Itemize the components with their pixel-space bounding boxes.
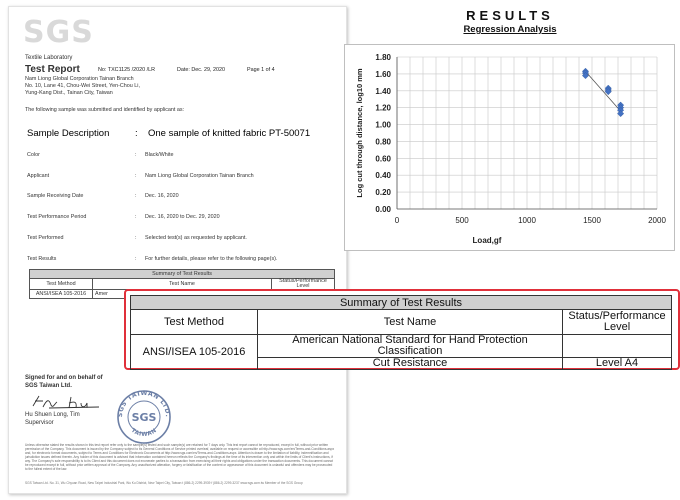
row-label-color: Color — [27, 152, 40, 158]
table-caption: Summary of Test Results — [30, 270, 335, 279]
sample-description-value: One sample of knitted fabric PT-50071 — [148, 128, 311, 139]
row-label-test-performed: Test Performed — [27, 235, 64, 241]
y-tick-label: 0.40 — [375, 171, 391, 181]
address-line: No. 10, Lane 41, Chou-Wei Street, Yen-Chou Li, — [25, 83, 140, 89]
signature-image — [29, 393, 109, 411]
cell-name-line1: American National Standard for Hand Protection Classification — [258, 335, 563, 358]
col-header-status: Status/Performance Level — [563, 310, 672, 335]
x-axis-title: Load,gf — [472, 236, 502, 245]
x-tick-label: 1500 — [583, 216, 601, 225]
cell-method: ANSI/ISEA 105-2016 — [30, 290, 93, 299]
summary-table — [130, 295, 672, 370]
y-tick-label: 0.60 — [375, 154, 391, 164]
col-header-method: Test Method — [30, 279, 93, 290]
stamp-top-text: SGS TAIWAN LTD. — [116, 389, 172, 418]
sgs-logo: SGS — [23, 15, 94, 50]
separator-colon: : — [135, 256, 137, 262]
sgs-taiwan-stamp — [112, 387, 176, 445]
x-tick-label: 500 — [455, 216, 469, 225]
row-value-color: Black/White — [145, 152, 174, 158]
cell-name: Amer — [93, 290, 272, 299]
document-footer: SGS Taiwan Ltd. No. 31, Wu Chyuan Road, New Taipei Industrial Park, Wu Ku District, New Taipei City, Taiwan t (886-2) 2299-3939 f (886-2) 2299-3237 www.sgs.com.tw Member of the SGS Group — [25, 481, 303, 485]
y-tick-label: 0.80 — [375, 137, 391, 147]
signer-block — [25, 411, 80, 427]
trendline — [586, 71, 622, 112]
y-tick-label: 0.00 — [375, 205, 391, 214]
page-indicator: Page 1 of 4 — [247, 67, 275, 73]
separator-colon: : — [135, 235, 137, 241]
stamp-center-text: SGS — [131, 411, 157, 424]
results-subtitle: Regression Analysis — [463, 24, 557, 35]
row-value-performance-period: Dec. 16, 2020 to Dec. 29, 2020 — [145, 214, 220, 220]
x-tick-label: 2000 — [648, 216, 666, 225]
row-label-performance-period: Test Performance Period — [27, 214, 87, 220]
cell-method: ANSI/ISEA 105-2016 — [131, 335, 258, 370]
row-label-applicant: Applicant — [27, 173, 50, 179]
col-header-status: Status/Performance Level — [272, 279, 335, 290]
y-tick-label: 1.20 — [375, 103, 391, 113]
row-value-test-performed: Selected test(s) as requested by applicant. — [145, 235, 247, 241]
row-label-test-results: Test Results — [27, 256, 57, 262]
y-tick-label: 1.40 — [375, 86, 391, 96]
y-axis-title: Log cut through distance, log10 mm — [355, 68, 364, 198]
signed-on-behalf — [25, 374, 103, 390]
y-tick-label: 0.20 — [375, 188, 391, 198]
signed-line: SGS Taiwan Ltd. — [25, 383, 72, 389]
report-date: Date: Dec. 29, 2020 — [177, 67, 225, 73]
sample-description-label: Sample Description — [27, 128, 110, 139]
separator-colon: : — [135, 214, 137, 220]
separator-colon: : — [135, 128, 138, 139]
row-value-test-results: For further details, please refer to the following page(s). — [145, 256, 278, 262]
x-tick-label: 1000 — [518, 216, 536, 225]
separator-colon: : — [135, 173, 137, 179]
address-line: Nam Liong Global Corporation Tainan Branch — [25, 76, 134, 82]
y-tick-label: 1.00 — [375, 120, 391, 130]
signer-name: Hu Shuen Long, Tim — [25, 412, 80, 418]
cell-status-line2: Level A4 — [563, 358, 672, 370]
stamp-bottom-text: TAIWAN — [129, 427, 159, 439]
x-tick-label: 0 — [394, 216, 400, 225]
table-caption: Summary of Test Results — [131, 296, 672, 310]
signer-title: Supervisor — [25, 420, 54, 426]
row-value-receiving-date: Dec. 16, 2020 — [145, 193, 179, 199]
regression-chart — [344, 44, 675, 251]
row-value-applicant: Nam Liong Global Corporation Tainan Branch — [145, 173, 254, 179]
intro-text: The following sample was submitted and identified by applicant as: — [25, 107, 185, 113]
col-header-name: Test Name — [93, 279, 272, 290]
applicant-address — [25, 76, 245, 97]
summary-callout — [124, 289, 680, 370]
y-tick-label: 1.60 — [375, 69, 391, 79]
y-tick-label: 1.80 — [375, 53, 391, 62]
report-number: No: TXC1125 /2020 /LR — [98, 67, 156, 73]
separator-colon: : — [135, 193, 137, 199]
chart-plot — [345, 45, 674, 250]
col-header-name: Test Name — [258, 310, 563, 335]
row-label-receiving-date: Sample Receiving Date — [27, 193, 84, 199]
col-header-method: Test Method — [131, 310, 258, 335]
address-line: Yung-Kang Dist., Tainan City, Taiwan — [25, 90, 113, 96]
document-title: Test Report — [25, 64, 80, 75]
results-title: RESULTS — [466, 8, 554, 23]
document-type: Textile Laboratory — [25, 55, 73, 61]
test-report-document — [8, 6, 347, 494]
svg-text:TAIWAN — [130, 428, 158, 438]
signed-line: Signed for and on behalf of — [25, 375, 103, 381]
separator-colon: : — [135, 152, 137, 158]
cell-status-line1 — [563, 335, 672, 358]
cell-name-line2: Cut Resistance — [258, 358, 563, 370]
legal-fine-print: Unless otherwise stated the results shown in this test report refer only to the sample(s) tested and such sample(s) are retained for 7 days only. This test report cannot be reproduced, except in full, without prior written permission of the Company. This document is issued by the Company subject to its General Conditions of Service printed overleaf, available on request or accessible at http://www.sgs.com/en/Terms-and-Conditions.aspx and, for electronic format documents, subject to Terms and Conditions for Electronic Documents at http://www.sgs.com/en/Terms-and-Conditions.aspx. Attention is drawn to the limitation of liability, indemnification and jurisdiction issues defined therein. Any holder of this document is advised that information contained hereon reflects the Company's findings at the time of its intervention only and within the limits of Client's instructions, if any. The Company's sole responsibility is to its Client and this document does not exonerate parties to a transaction from exercising all their rights and obligations under the transaction documents. This document cannot be reproduced except in full, without prior written approval of the Company. Any unauthorized alteration, forgery or falsification of the content or appearance of this document is unlawful and offenders may be prosecuted to the fullest extent of the law. — [25, 443, 335, 471]
